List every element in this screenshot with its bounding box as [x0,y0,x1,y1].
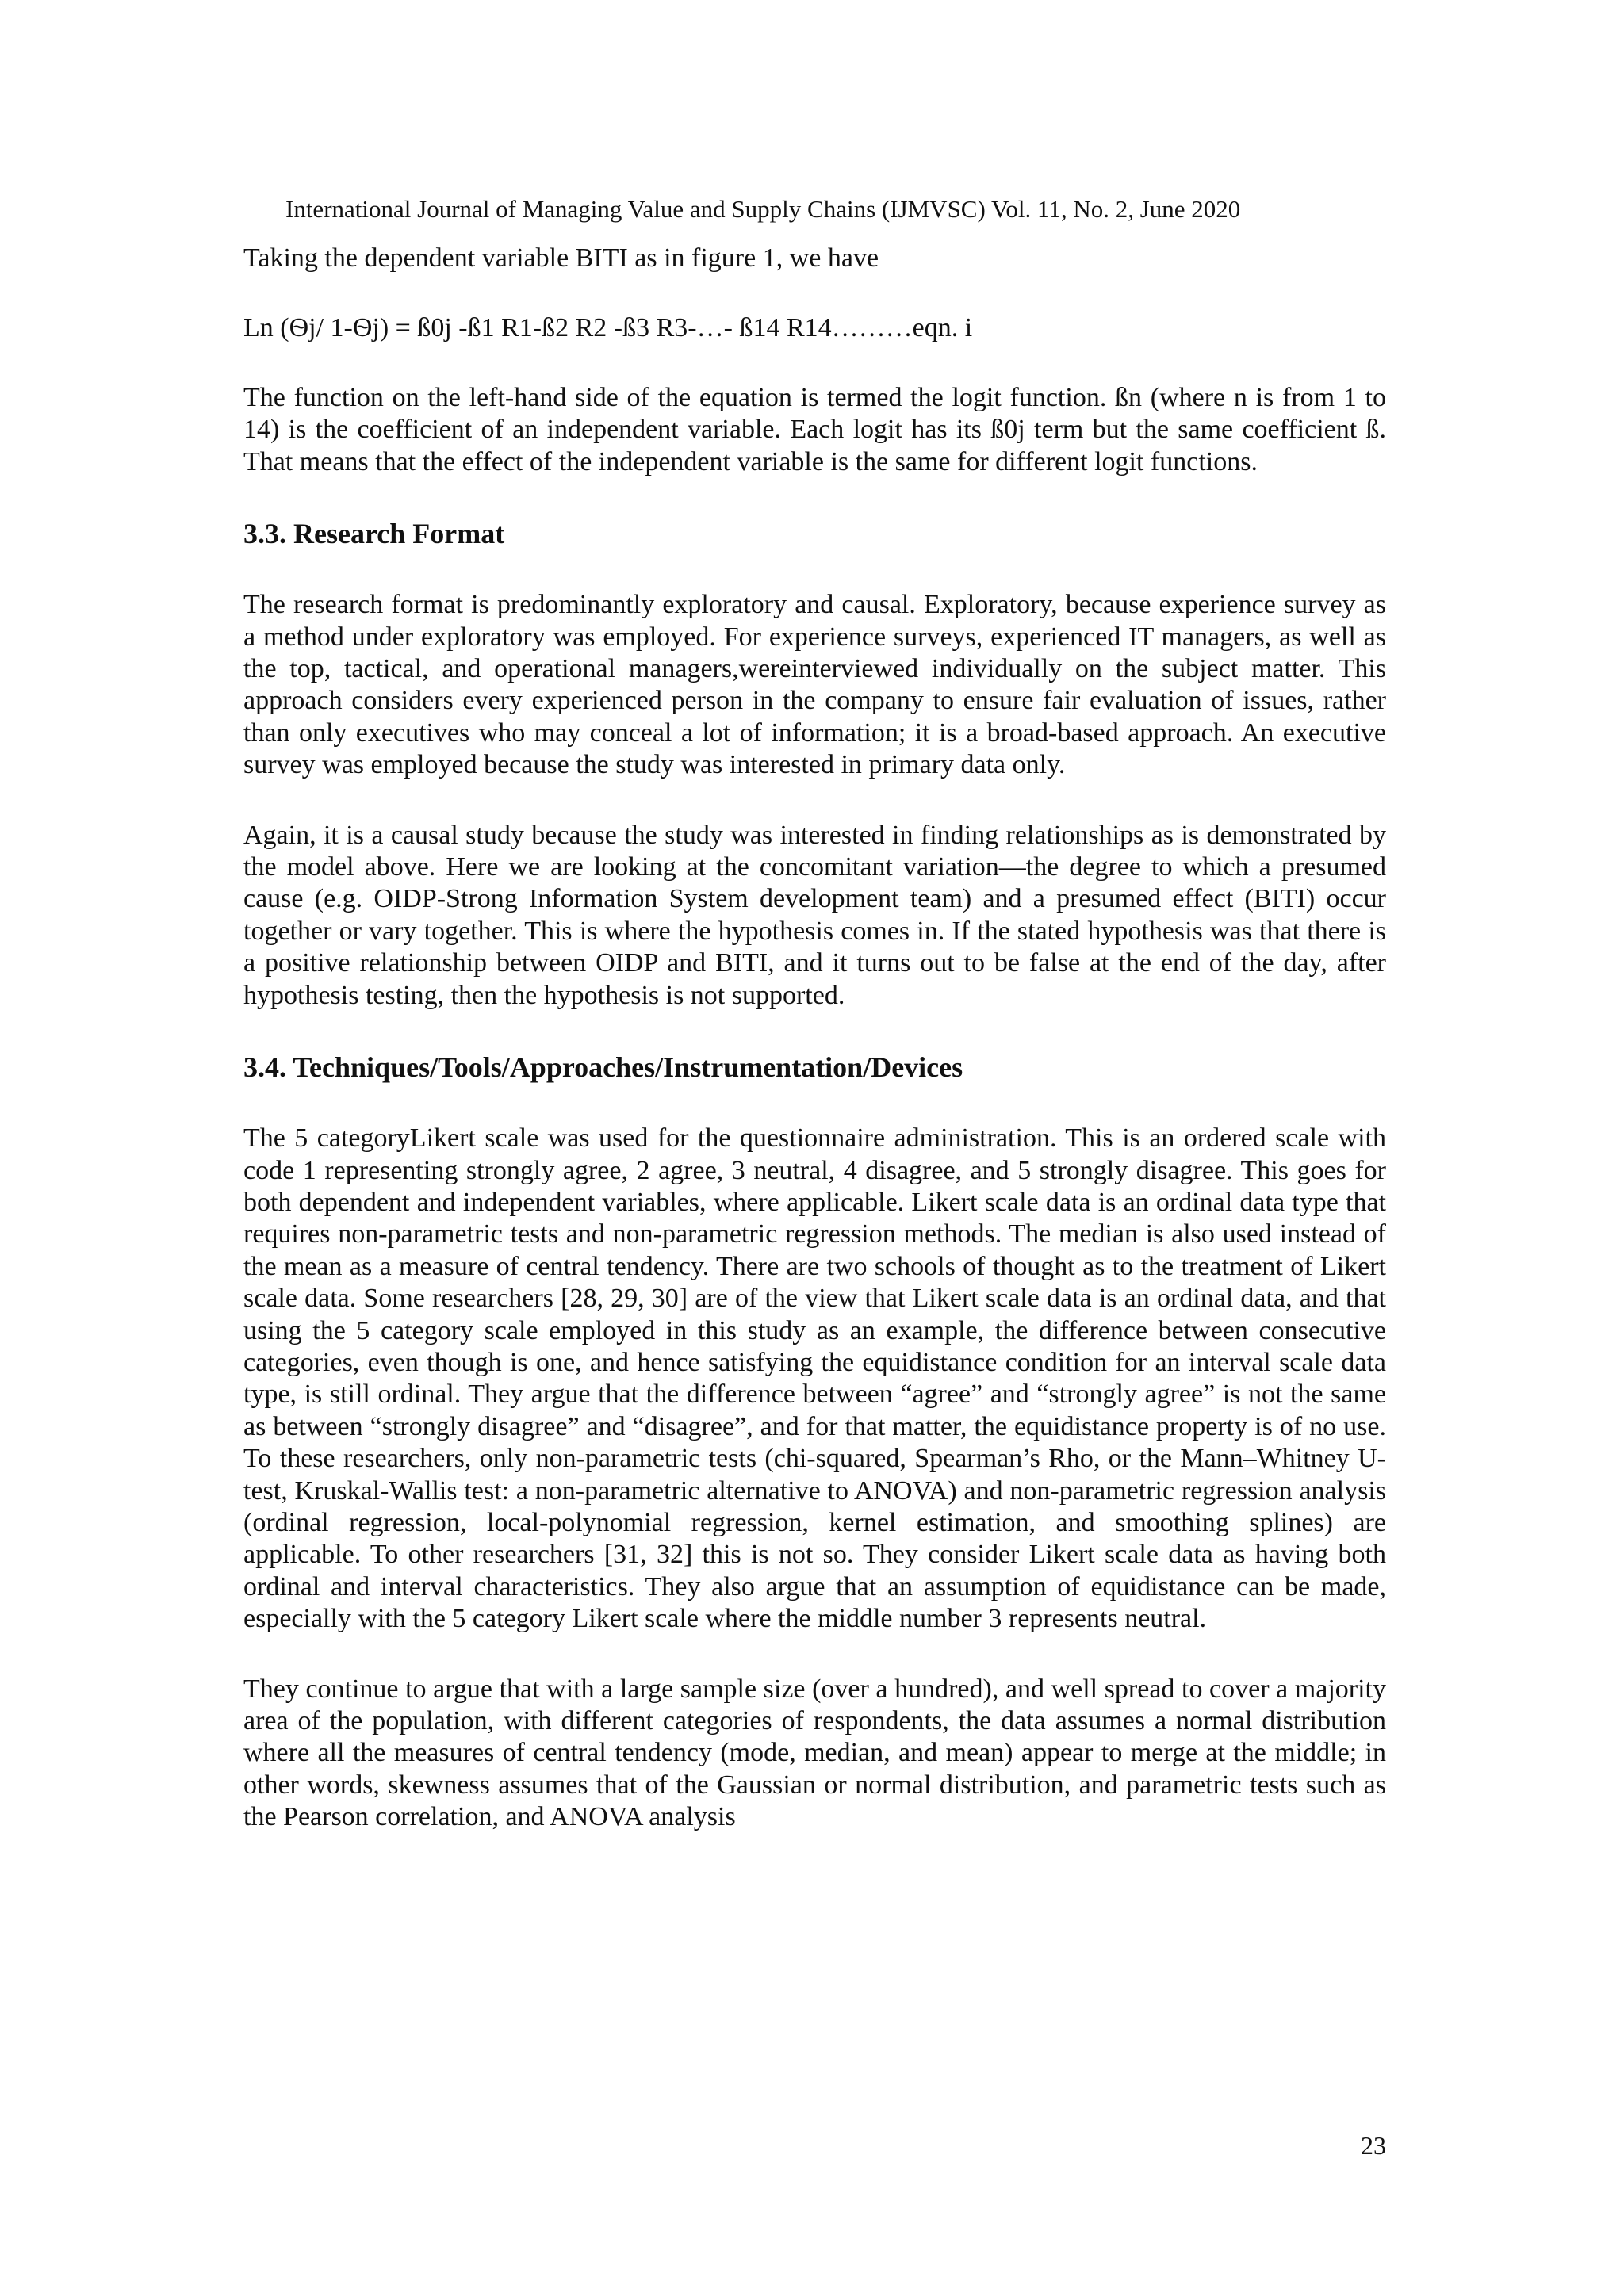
running-header: International Journal of Managing Value and Supply Chains (IJMVSC) Vol. 11, No. 2, June 2020 [285,195,1241,223]
research-format-paragraph-1: The research format is predominantly exploratory and causal. Exploratory, because experience survey as a method under exploratory was employed. For experience surveys, experienced IT managers, as well as the top, tactical, and operational managers,wereinterviewed individually on the subject matter. This approach considers every experienced person in the company to ensure fair evaluation of issues, rather than only executives who may conceal a lot of information; it is a broad-based approach. An executive survey was employed because the study was interested in primary data only. [243,590,1386,780]
intro-line: Taking the dependent variable BITI as in figure 1, we have [243,243,879,273]
techniques-paragraph-2: They continue to argue that with a large sample size (over a hundred), and well spread to cover a majority area of the population, with different categories of respondents, the data assumes a normal distribution where all the measures of central tendency (mode, median, and mean) appear to merge at the middle; in other words, skewness assumes that of the Gaussian or normal distribution, and parametric tests such as the Pearson correlation, and ANOVA analysis [243,1674,1386,1832]
section-heading-research-format: 3.3. Research Format [243,518,505,550]
logit-equation: Ln (Ѳj/ 1-Ѳj) = ß0j -ß1 R1-ß2 R2 -ß3 R3-…- ß14 R14………eqn. i [243,313,973,342]
research-format-paragraph-2: Again, it is a causal study because the study was interested in finding relationships as is demonstrated by the model above. Here we are looking at the concomitant variation—the degree to which a presumed cause (e.g. OIDP-Strong Information System development team) and a presumed effect (BITI) occur together or vary together. This is where the hypothesis comes in. If the stated hypothesis was that there is a positive relationship between OIDP and BITI, and it turns out to be false at the end of the day, after hypothesis testing, then the hypothesis is not supported. [243,820,1386,1010]
techniques-paragraph-1: The 5 categoryLikert scale was used for the questionnaire administration. This is an ordered scale with code 1 representing strongly agree, 2 agree, 3 neutral, 4 disagree, and 5 strongly disagree. This goes for both dependent and independent variables, where applicable. Likert scale data is an ordinal data type that requires non-parametric tests and non-parametric regression methods. The median is also used instead of the mean as a measure of central tendency. There are two schools of thought as to the treatment of Likert scale data. Some researchers [28, 29, 30] are of the view that Likert scale data is an ordinal data, and that using the 5 category scale employed in this study as an example, the difference between consecutive categories, even though is one, and hence satisfying the equidistance condition for an interval scale data type, is still ordinal. They argue that the difference between “agree” and “strongly agree” is not the same as between “strongly disagree” and “disagree”, and for that matter, the equidistance property is of no use. To these researchers, only non-parametric tests (chi-squared, Spearman’s Rho, or the Mann–Whitney U-test, Kruskal-Wallis test: a non-parametric alternative to ANOVA) and non-parametric regression analysis (ordinal regression, local-polynomial regression, kernel estimation, and smoothing splines) are applicable. To other researchers [31, 32] this is not so. They consider Likert scale data as having both ordinal and interval characteristics. They also argue that an assumption of equidistance can be made, especially with the 5 category Likert scale where the middle number 3 represents neutral. [243,1123,1386,1634]
section-heading-techniques: 3.4. Techniques/Tools/Approaches/Instrumentation/Devices [243,1051,963,1084]
page-body [243,243,1386,1834]
logit-paragraph: The function on the left-hand side of the equation is termed the logit function. ßn (where n is from 1 to 14) is the coefficient of an independent variable. Each logit has its ß0j term but the same coefficient ß. That means that the effect of the independent variable is the same for different logit functions. [243,383,1386,476]
page-number: 23 [1361,2131,1386,2160]
